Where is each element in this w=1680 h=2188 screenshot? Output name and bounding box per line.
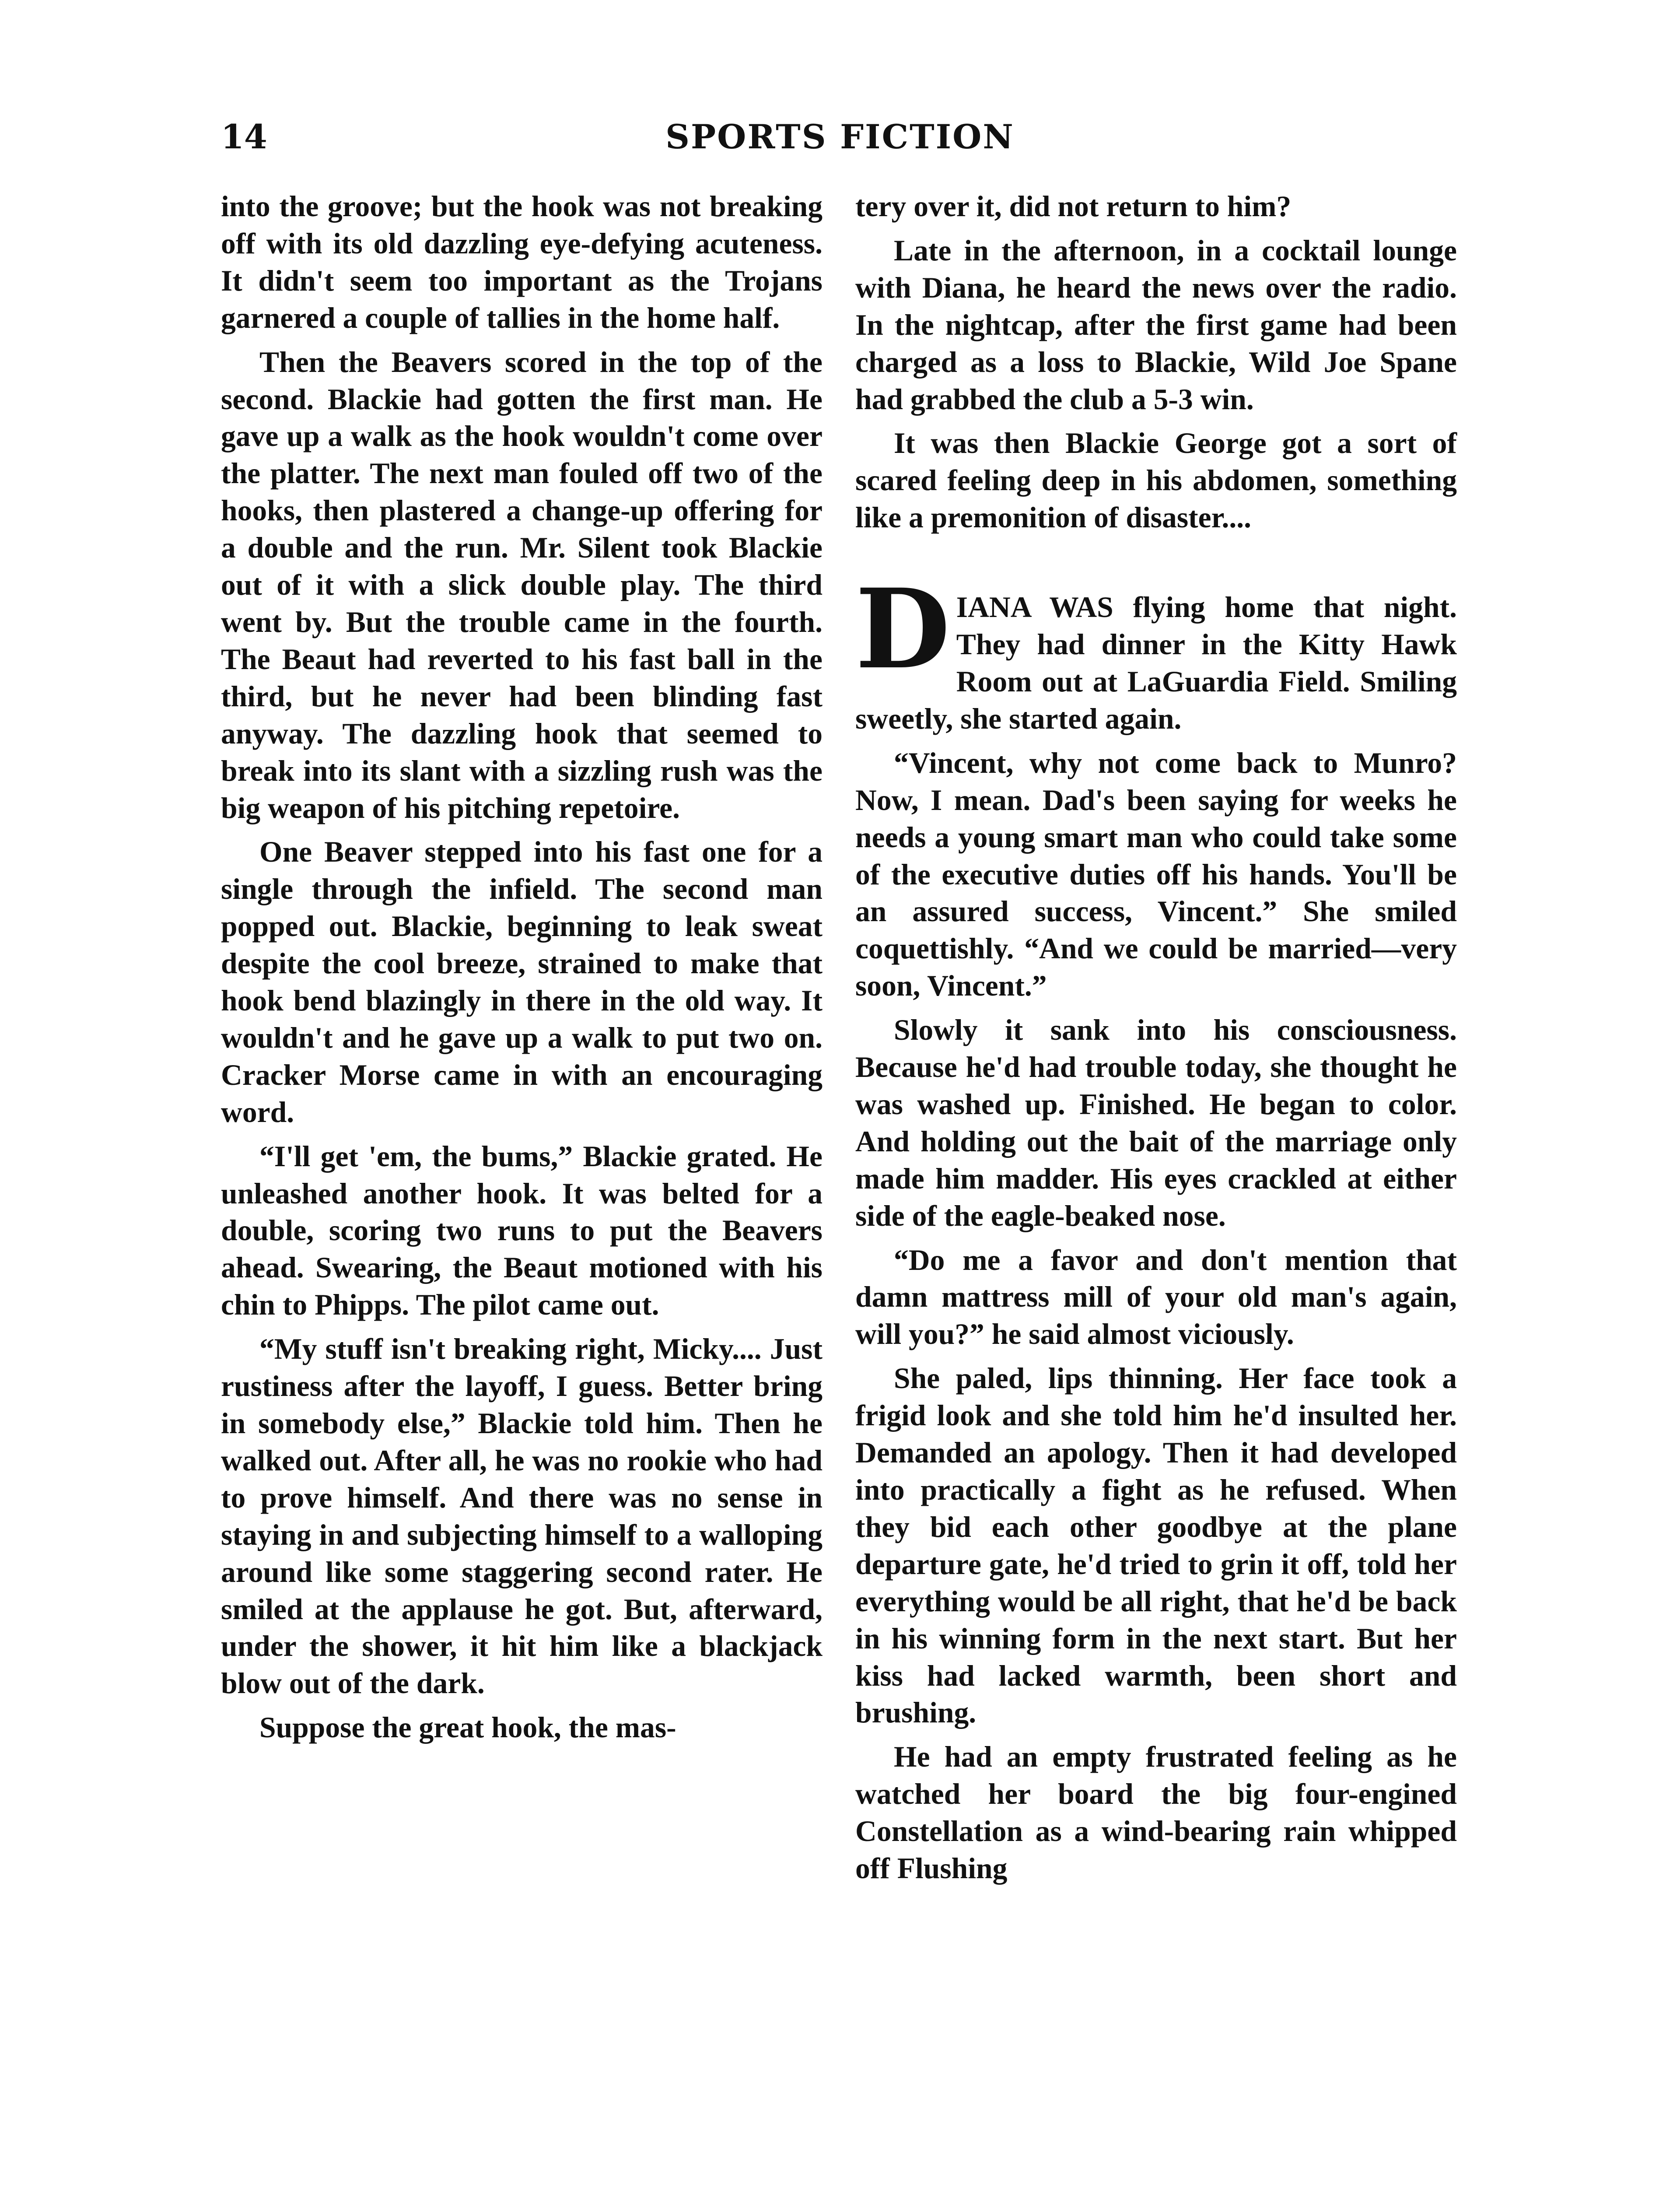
paragraph: Slowly it sank into his consciousness. Because he'd had trouble today, she thought he was washed up. Finished. He began to color. And holding out the bait of the marriage only made him madder. His eyes crackled at either side of the eagle-beaked nose. — [855, 1013, 1457, 1232]
text-column-right — [855, 188, 1457, 1894]
paragraph: tery over it, did not return to him? — [855, 190, 1292, 223]
lead-text: IANA WAS flying home that night. They had dinner in the Kitty Hawk Room out at LaGuardia Field. Smiling sweetly, she started again. — [855, 591, 1457, 735]
paragraph: into the groove; but the hook was not breaking off with its old dazzling eye-defying acuteness. It didn't seem too important as the Trojans garnered a couple of tallies in the home half. — [221, 190, 822, 334]
section-lead-paragraph — [855, 565, 1457, 738]
page-header — [221, 117, 1459, 165]
paragraph: Late in the afternoon, in a cocktail lounge with Diana, he heard the news over the radio. In the nightcap, after the first game had been charged as a loss to Blackie, Wild Joe Spane had grabbed the club a 5-3 win. — [855, 234, 1457, 416]
paragraph: It was then Blackie George got a sort of scared feeling deep in his abdomen, something like a premonition of disaster.... — [855, 427, 1457, 534]
paragraph: Suppose the great hook, the mas- — [259, 1711, 676, 1744]
paragraph: One Beaver stepped into his fast one for a single through the infield. The second man popped out. Blackie, beginning to leak sweat despite the cool breeze, strained to make that hook bend blazingly in there in the old way. It wouldn't and he gave up a walk to put two on. Cracker Morse came in with an encouraging word. — [221, 835, 822, 1129]
text-column-left — [221, 188, 822, 1753]
page-number: 14 — [221, 117, 267, 156]
paragraph: She paled, lips thinning. Her face took a frigid look and she told him he'd insulted her. Demanded an apology. Then it had developed into practically a fight as he refused. When they bid each other goodbye at the plane departure gate, he'd tried to grin it off, told her everything would be all right, that he'd be back in his winning form in the next start. But her kiss had lacked warmth, been short and brushing. — [855, 1362, 1457, 1729]
running-title: SPORTS FICTION — [665, 117, 1015, 156]
drop-cap: D — [855, 565, 950, 694]
paragraph: “Vincent, why not come back to Munro? Now, I mean. Dad's been saying for weeks he needs a young smart man who could take some of the executive duties off his hands. You'll be an assured success, Vincent.” She smiled coquettishly. “And we could be married—very soon, Vincent.” — [855, 746, 1457, 1003]
paragraph: “Do me a favor and don't mention that damn mattress mill of your old man's again, will you?” he said almost viciously. — [855, 1243, 1457, 1351]
paragraph: He had an empty frustrated feeling as he watched her board the big four-engined Constellation as a wind-bearing rain whipped off Flushing — [855, 1740, 1457, 1885]
paragraph: “My stuff isn't breaking right, Micky.... Just rustiness after the layoff, I guess. Better bring in somebody else,” Blackie told him. Then he walked out. After all, he was no rookie who had to prove himself. And there was no sense in staying in and subjecting himself to a walloping around like some staggering second rater. He smiled at the applause he got. But, afterward, under the shower, it hit him like a blackjack blow out of the dark. — [221, 1332, 822, 1700]
paragraph: Then the Beavers scored in the top of the second. Blackie had gotten the first man. He gave up a walk as the hook wouldn't come over the platter. The next man fouled off two of the hooks, then plastered a change-up offering for a double and the run. Mr. Silent took Blackie out of it with a slick double play. The third went by. But the trouble came in the fourth. The Beaut had reverted to his fast ball in the third, but he never had been blinding fast anyway. The dazzling hook that seemed to break into its slant with a sizzling rush was the big weapon of his pitching repetoire. — [221, 345, 822, 824]
paragraph: “I'll get 'em, the bums,” Blackie grated. He unleashed another hook. It was belted for a double, scoring two runs to put the Beavers ahead. Swearing, the Beaut motioned with his chin to Phipps. The pilot came out. — [221, 1140, 822, 1322]
